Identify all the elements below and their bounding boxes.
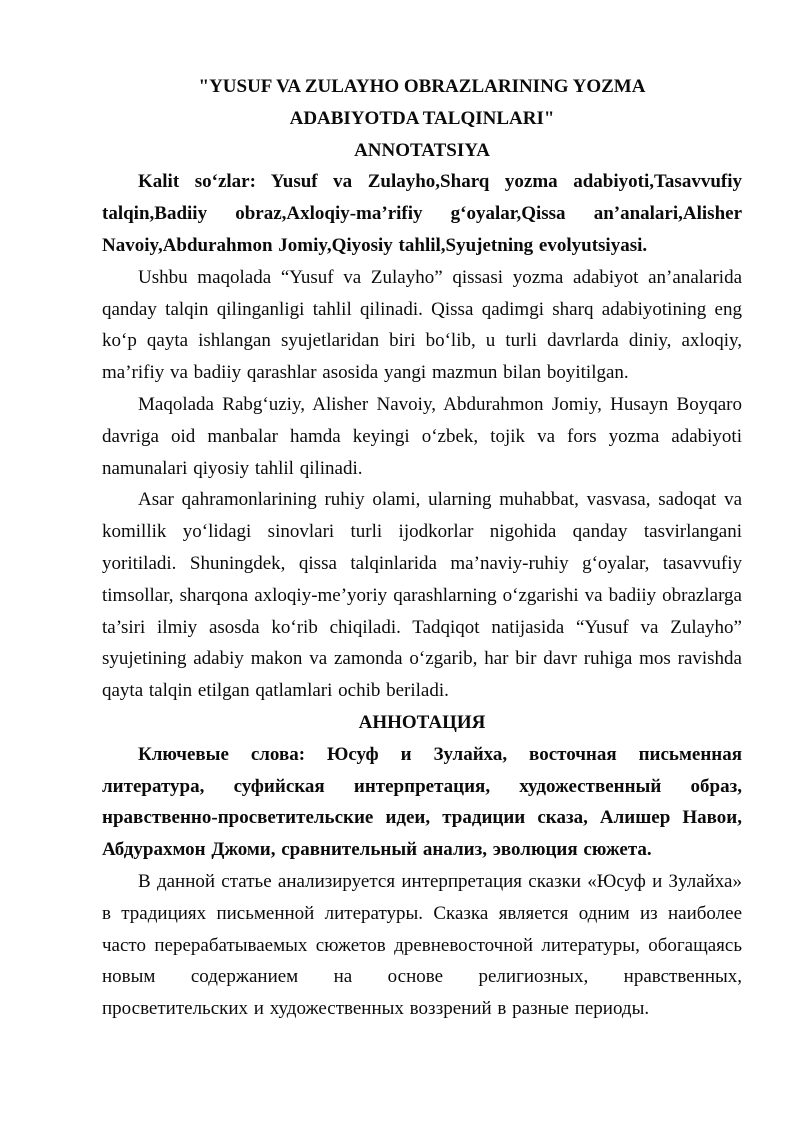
body-paragraph-uzbek-3: Asar qahramonlarining ruhiy olami, ularning muhabbat, vasvasa, sadoqat va komillik yo‘lidagi sinovlari turli ijodkorlar nigohida qanday tasvirlangani yoritiladi. Shuningdek, qissa talqinlarida ma’naviy-ruhiy g‘oyalar, tasavvufiy timsollar, sharqona axloqiy-me’yoriy qarashlarning o‘zgarishi va badiiy obrazlarga ta’siri ilmiy asosda ko‘rib chiqiladi. Tadqiqot natijasida “Yusuf va Zulayho” syujetining adabiy makon va zamonda o‘zgarib, har bir davr ruhiga mos ravishda qayta talqin etilgan qatlamlari ochib beriladi. <box>102 489 742 702</box>
annotation-heading-russian: АННОТАЦИЯ <box>358 711 486 733</box>
body-paragraph-uzbek-2: Maqolada Rabg‘uziy, Alisher Navoiy, Abdurahmon Jomiy, Husayn Boyqaro davriga oid manbalar hamda keyingi o‘zbek, tojik va fors yozma adabiyoti namunalari qiyosiy tahlil qilinadi. <box>102 393 742 479</box>
document-title-line-2: ADABIYOTDA TALQINLARI" <box>289 107 555 129</box>
body-paragraph-russian-1: В данной статье анализируется интерпретация сказки «Юсуф и Зулайха» в традициях письменной литературы. Сказка является одним из наиболее часто перерабатываемых сюжетов древневосточной литературы, обогащаясь новым содержанием на основе религиозных, нравственных, просветительских и художественных воззрений в разные периоды. <box>102 870 742 1020</box>
body-paragraph-uzbek-1: Ushbu maqolada “Yusuf va Zulayho” qissasi yozma adabiyot an’analarida qanday talqin qilinganligi tahlil qilinadi. Qissa qadimgi sharq adabiyotining eng ko‘p qayta ishlangan syujetlaridan biri bo‘lib, u turli davrlarda diniy, axloqiy, ma’rifiy va badiiy qarashlar asosida yangi mazmun bilan boyitilgan. <box>102 266 742 384</box>
keywords-paragraph-russian: Ключевые слова: Юсуф и Зулайха, восточная письменная литература, суфийская интерпретация, художественный образ, нравственно-просветительские идеи, традиции сказа, Алишер Навои, Абдурахмон Джоми, сравнительный анализ, эволюция сюжета. <box>102 743 742 861</box>
document-title-line-1: "YUSUF VA ZULAYHO OBRAZLARINING YOZMA <box>198 76 646 97</box>
keywords-paragraph-uzbek: Kalit so‘zlar: Yusuf va Zulayho,Sharq yozma adabiyoti,Tasavvufiy talqin,Badiiy obraz,Axloqiy-ma’rifiy g‘oyalar,Qissa an’analari,Alisher Navoiy,Abdurahmon Jomiy,Qiyosiy tahlil,Syujetning evolyutsiyasi. <box>102 171 742 256</box>
annotation-heading-uzbek: ANNOTATSIYA <box>354 139 490 161</box>
